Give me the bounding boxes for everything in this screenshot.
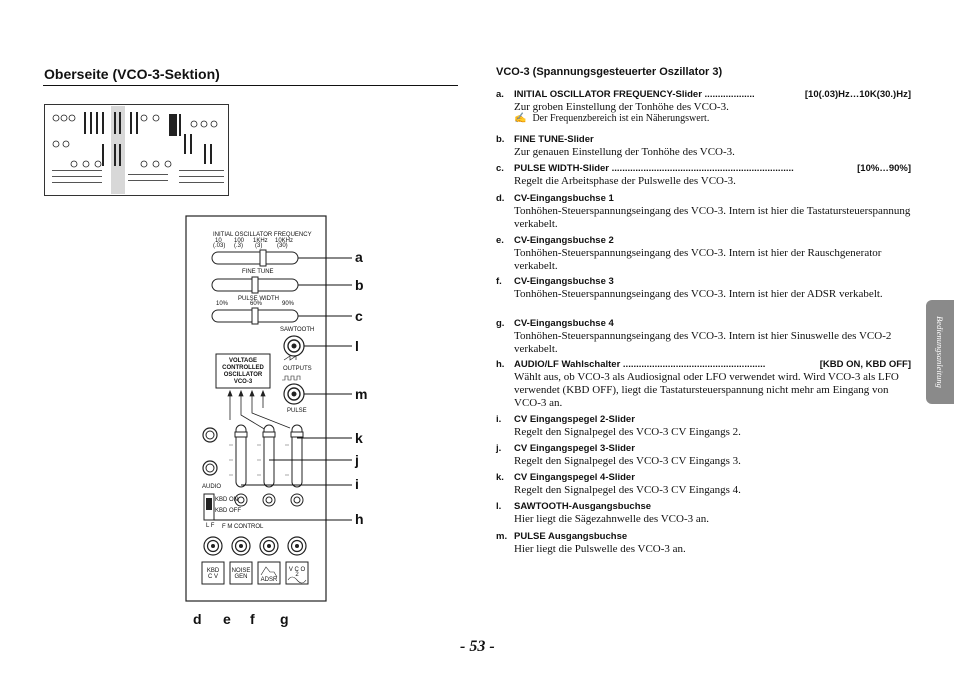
item-head-right: [KBD ON, KBD OFF]	[819, 359, 911, 370]
label-pw-90: 90%	[282, 301, 295, 307]
slider-knob-cv3	[263, 432, 275, 437]
label-freq-3: (3)	[255, 243, 263, 249]
title-rule	[43, 85, 458, 86]
item-j	[496, 443, 911, 471]
label-lf: L F	[206, 523, 215, 529]
item-desc: Tonhöhen-Steuerspannungseingang des VCO-3. Intern ist hier Sinuswelle des VCO-2 verkabelt.	[514, 330, 892, 355]
label-audio: AUDIO	[202, 484, 222, 490]
callout-h: h	[355, 511, 364, 527]
item-m	[496, 531, 911, 559]
side-tab-text: Bedienungsanleitung	[935, 316, 945, 388]
item-letter: g.	[496, 318, 505, 329]
note-icon: ✍	[514, 113, 527, 124]
item-desc: Tonhöhen-Steuerspannungseingang des VCO-3. Intern ist hier der Rauschgenerator verkabelt.	[514, 247, 882, 272]
label-src-vco-2: 2	[295, 572, 299, 578]
section-title: Oberseite (VCO-3-Sektion)	[44, 66, 220, 82]
item-h	[496, 359, 911, 411]
item-note-text: Der Frequenzbereich ist ein Näherungswert.	[532, 113, 710, 124]
vco-line-3: OSCILLATOR	[223, 372, 263, 378]
callout-k: k	[355, 430, 363, 446]
item-i	[496, 414, 911, 442]
item-head: CV-Eingangsbuchse 2	[514, 235, 614, 246]
item-e	[496, 235, 911, 275]
label-fm-control: F M CONTROL	[222, 524, 264, 530]
item-head: CV-Eingangsbuchse 1	[514, 193, 614, 204]
item-d	[496, 193, 911, 233]
label-freq-10: 10	[215, 238, 222, 244]
item-head: CV Eingangspegel 2-Slider	[514, 414, 635, 425]
vco-line-2: CONTROLLED	[222, 365, 264, 371]
item-letter: l.	[496, 501, 502, 512]
label-kbd-on: KBD ON	[215, 497, 239, 503]
item-letter: j.	[496, 443, 502, 454]
item-letter: d.	[496, 193, 505, 204]
slider-knob-cv4	[291, 432, 303, 437]
item-letter: a.	[496, 89, 504, 100]
slider-knob-pulse-width	[252, 308, 258, 324]
label-pulse-width: PULSE WIDTH	[238, 296, 280, 302]
label-freq-1k: 1KHz	[253, 238, 268, 244]
item-letter: c.	[496, 163, 504, 174]
label-pw-60: 60%	[250, 301, 263, 307]
item-letter: k.	[496, 472, 504, 483]
callout-l: l	[355, 338, 359, 354]
callout-f: f	[250, 611, 255, 627]
item-head: CV Eingangspegel 4-Slider	[514, 472, 635, 483]
item-k	[496, 472, 911, 500]
label-fine-tune: FINE TUNE	[242, 269, 274, 275]
item-desc: Regelt den Signalpegel des VCO-3 CV Eingangs 2.	[514, 426, 741, 438]
item-letter: h.	[496, 359, 505, 370]
item-desc: Hier liegt die Sägezahnwelle des VCO-3 an.	[514, 513, 709, 525]
label-src-vco: V C O	[288, 567, 306, 573]
label-freq-100: 100	[234, 238, 245, 244]
item-head: INITIAL OSCILLATOR FREQUENCY-Slider ...................	[514, 89, 755, 100]
right-heading: VCO-3 (Spannungsgesteuerter Oszillator 3)	[496, 66, 723, 78]
vco-line-4: VCO-3	[233, 379, 253, 385]
item-desc: Tonhöhen-Steuerspannungseingang des VCO-3. Intern ist hier der ADSR verkabelt.	[514, 288, 883, 300]
label-src-noise-2: GEN	[234, 574, 248, 580]
item-b	[496, 134, 911, 162]
item-head: CV-Eingangsbuchse 3	[514, 276, 614, 287]
label-src-kbd-1: KBD	[206, 568, 220, 574]
callout-j: j	[355, 452, 359, 468]
item-f	[496, 276, 911, 316]
callout-i: i	[355, 476, 359, 492]
pulse-wave-icon	[282, 376, 300, 380]
callout-b: b	[355, 277, 364, 293]
item-g	[496, 318, 911, 358]
slider-knob-fine-tune	[252, 277, 258, 293]
callout-d: d	[193, 611, 202, 627]
item-desc: Hier liegt die Pulswelle des VCO-3 an.	[514, 543, 686, 555]
label-initial-osc-freq: INITIAL OSCILLATOR FREQUENCY	[213, 232, 312, 238]
slider-knob-cv2	[235, 432, 247, 437]
vco3-highlight	[111, 106, 125, 194]
item-desc: Regelt den Signalpegel des VCO-3 CV Eingangs 3.	[514, 455, 741, 467]
item-head: CV-Eingangsbuchse 4	[514, 318, 614, 329]
callout-g: g	[280, 611, 289, 627]
item-desc: Regelt den Signalpegel des VCO-3 CV Eingangs 4.	[514, 484, 741, 496]
item-desc: Regelt die Arbeitsphase der Pulswelle des VCO-3.	[514, 175, 736, 187]
item-head: SAWTOOTH-Ausgangsbuchse	[514, 501, 652, 512]
item-letter: f.	[496, 276, 502, 287]
callout-e: e	[223, 611, 231, 627]
item-a	[496, 89, 911, 131]
item-head-right: [10(.03)Hz…10K(30.)Hz]	[804, 89, 911, 100]
label-outputs: OUTPUTS	[283, 366, 312, 372]
item-desc: Zur groben Einstellung der Tonhöhe des VCO-3.	[514, 101, 729, 113]
callout-m: m	[355, 386, 368, 402]
label-freq-30: (30)	[277, 243, 288, 249]
item-l	[496, 501, 911, 529]
vco-line-1: VOLTAGE	[228, 358, 258, 364]
label-src-kbd-2: C V	[207, 574, 219, 580]
page-number: - 53 -	[460, 638, 495, 655]
item-desc: Tonhöhen-Steuerspannungseingang des VCO-3. Intern ist hier die Tastatursteuerspannung verkabelt.	[514, 205, 911, 230]
slider-knob-frequency	[260, 250, 266, 266]
vco3-panel-diagram	[180, 210, 390, 635]
label-freq-10k: 10KHz	[275, 238, 294, 244]
item-c	[496, 163, 911, 191]
label-src-noise-1: NOISE	[231, 568, 251, 574]
label-pulse: PULSE	[287, 408, 307, 414]
item-letter: e.	[496, 235, 504, 246]
item-head: FINE TUNE-Slider	[514, 134, 594, 145]
item-desc: Wählt aus, ob VCO-3 als Audiosignal oder LFO verwendet wird. Wird VCO-3 als LFO verwendet (KBD OFF), liegt die Tastatursteuerspannung nicht mehr am Eingang von VCO-3 an.	[514, 371, 899, 409]
label-freq-03b: (.3)	[234, 243, 243, 249]
label-sawtooth: SAWTOOTH	[280, 327, 315, 333]
item-note	[514, 113, 709, 124]
callout-a: a	[355, 249, 363, 265]
item-letter: i.	[496, 414, 502, 425]
synth-overview-diagram	[44, 104, 229, 196]
item-head-right: [10%…90%]	[857, 163, 911, 174]
item-head: PULSE WIDTH-Slider .....................................................................	[514, 163, 794, 174]
item-head: CV Eingangspegel 3-Slider	[514, 443, 635, 454]
item-head: PULSE Ausgangsbuchse	[514, 531, 628, 542]
label-freq-03: (.03)	[213, 243, 226, 249]
label-src-adsr: ADSR	[260, 577, 278, 583]
side-tab-label	[926, 300, 954, 404]
slider-track-frequency	[212, 252, 298, 264]
item-desc: Zur genauen Einstellung der Tonhöhe des VCO-3.	[514, 146, 735, 158]
item-head: AUDIO/LF Wahlschalter ......................................................	[514, 359, 766, 370]
callout-c: c	[355, 308, 363, 324]
label-kbd-off: KBD OFF	[215, 508, 242, 514]
label-pw-10: 10%	[216, 301, 229, 307]
item-letter: m.	[496, 531, 508, 542]
item-letter: b.	[496, 134, 505, 145]
